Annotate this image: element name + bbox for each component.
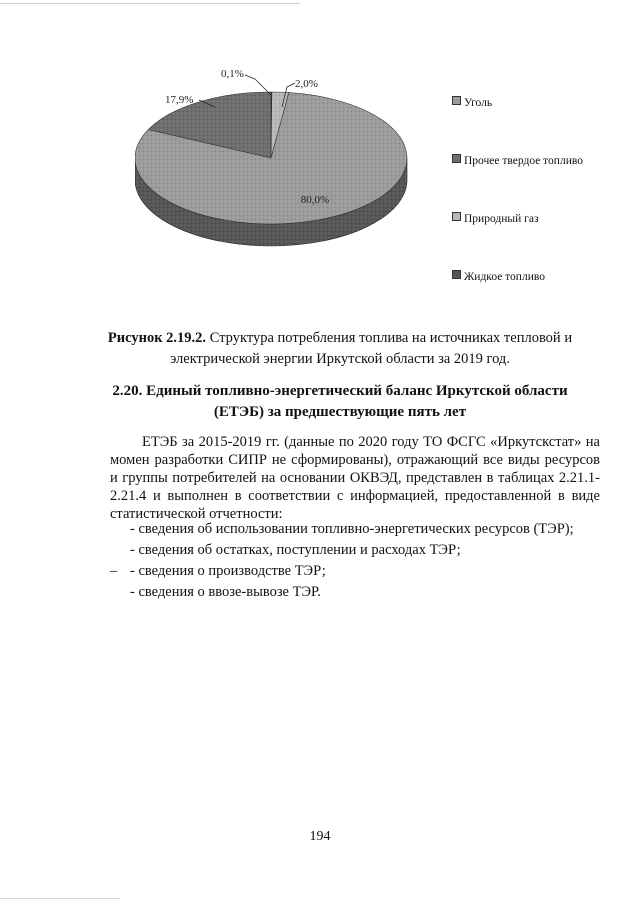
legend-label-other-solid: Прочее твердое топливо xyxy=(464,155,583,167)
pie-leader-line xyxy=(287,83,295,87)
legend-item-natural-gas xyxy=(452,212,539,225)
list-marker: – xyxy=(110,563,118,579)
legend-label-coal: Уголь xyxy=(464,97,493,109)
pie-data-label: 17,9% xyxy=(165,94,194,106)
legend-swatch-liquid-fuel xyxy=(452,270,461,279)
pie-data-label: 80,0% xyxy=(300,194,330,206)
list-item: - сведения об использовании топливно-энергетических ресурсов (ТЭР); xyxy=(130,521,574,537)
scan-top-rule xyxy=(0,3,300,4)
legend-swatch-natural-gas xyxy=(452,212,461,221)
list-item: - сведения о ввозе-вывозе ТЭР. xyxy=(130,584,321,600)
scan-bottom-rule xyxy=(0,898,120,899)
pie-leader-line xyxy=(245,75,255,79)
body-paragraph: ЕТЭБ за 2015-2019 гг. (данные по 2020 году ТО ФСГС «Иркутскстат» на момен разработки СИПР не сформированы), отражающий все виды ресурсов и группы потребителей на основании ОКВЭД, представлен в таблицах 2.21.1-2.21.4 и выполнен в соответствии с информацией, предоставленной в виде статистической отчетности: xyxy=(110,434,600,522)
pie-data-label: 2,0% xyxy=(295,78,318,90)
figure-caption-label: Рисунок 2.19.2. xyxy=(107,330,207,346)
list-item: - сведения о производстве ТЭР; xyxy=(130,563,326,579)
fuel-pie-chart xyxy=(135,55,435,290)
page-number: 194 xyxy=(309,829,331,844)
legend-item-other-solid xyxy=(452,154,583,167)
pie-data-label: 0,1% xyxy=(221,68,244,80)
legend-swatch-other-solid xyxy=(452,154,461,163)
legend-label-liquid-fuel: Жидкое топливо xyxy=(464,271,545,283)
list-item: - сведения об остатках, поступлении и расходах ТЭР; xyxy=(130,542,461,558)
legend-item-coal xyxy=(452,96,492,109)
legend-item-liquid-fuel xyxy=(452,270,545,283)
section-heading-line-2: (ЕТЭБ) за предшествующие пять лет xyxy=(213,404,467,420)
legend-swatch-coal xyxy=(452,96,461,105)
figure-caption xyxy=(80,328,600,370)
legend-label-natural-gas: Природный газ xyxy=(464,213,539,225)
figure-caption-text: Структура потребления топлива на источниках тепловой и электрической энергии Иркутской области за 2019 год. xyxy=(170,330,573,367)
section-heading-line-1: 2.20. Единый топливно-энергетический баланс Иркутской области xyxy=(112,383,568,399)
section-heading xyxy=(80,381,600,423)
